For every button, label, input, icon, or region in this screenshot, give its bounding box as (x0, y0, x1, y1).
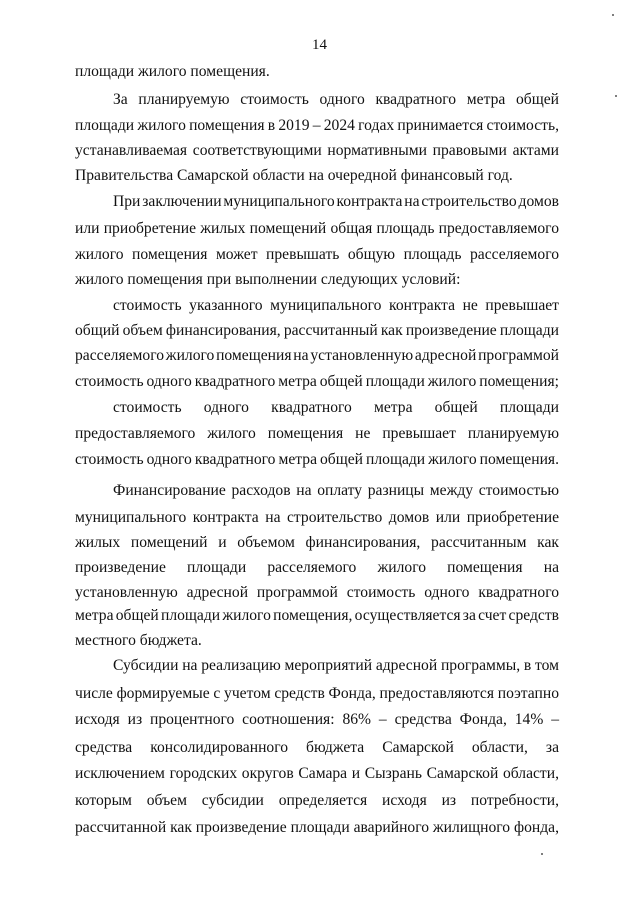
text-line: площади жилого помещения. (75, 63, 270, 80)
text-line: За планируемую стоимость одного квадратного метра общей (113, 91, 559, 108)
page-number: 14 (312, 37, 327, 53)
text-line: числе формируемые с учетом средств Фонда, предоставляются поэтапно (75, 685, 559, 702)
text-line: исходя из процентного соотношения: 86% – средства Фонда, 14% – (75, 711, 559, 728)
text-line: общий объем финансирования, рассчитанный как произведение площади (75, 322, 559, 339)
text-line: Финансирование расходов на оплату разницы между стоимостью (113, 482, 559, 499)
text-line: предоставляемого жилого помещения не превышает планируемую (75, 425, 559, 442)
text-line: расселяемого жилого помещения на установленную адресной программой (75, 347, 559, 364)
text-line: исключением городских округов Самара и Сызрань Самарской области, (75, 765, 559, 782)
text-line: которым объем субсидии определяется исходя из потребности, (75, 792, 559, 809)
text-line: стоимость указанного муниципального контракта не превышает (113, 297, 559, 314)
text-line: произведение площади расселяемого жилого помещения на (75, 559, 559, 576)
text-line: жилых помещений и объемом финансирования, рассчитанным как (75, 534, 559, 551)
text-line: Субсидии на реализацию мероприятий адресной программы, в том (113, 657, 559, 674)
text-line: муниципального контракта на строительство домов или приобретение (75, 509, 559, 526)
scan-speck (615, 95, 617, 97)
scan-speck (541, 853, 543, 855)
text-line: устанавливаемая соответствующими нормативными правовыми актами (75, 142, 559, 159)
text-line: При заключении муниципального контракта на строительство домов (113, 193, 559, 210)
text-line: местного бюджета. (75, 632, 202, 649)
text-line: Правительства Самарской области на очередной финансовый год. (75, 167, 513, 184)
text-line: стоимость одного квадратного метра общей площади жилого помещения. (75, 451, 559, 468)
text-line: стоимость одного квадратного метра общей площади (113, 399, 559, 416)
text-line: средства консолидированного бюджета Самарской области, за (75, 739, 559, 756)
text-line: или приобретение жилых помещений общая площадь предоставляемого (75, 220, 559, 237)
text-line: стоимость одного квадратного метра общей площади жилого помещения; (75, 373, 559, 390)
text-line: метра общей площади жилого помещения, осуществляется за счет средств (75, 607, 559, 624)
text-line: площади жилого помещения в 2019 – 2024 годах принимается стоимость, (75, 117, 559, 134)
text-line: жилого помещения при выполнении следующих условий: (75, 271, 461, 288)
text-line: рассчитанной как произведение площади аварийного жилищного фонда, (75, 819, 559, 836)
text-line: установленную адресной программой стоимость одного квадратного (75, 584, 559, 601)
text-line: жилого помещения может превышать общую площадь расселяемого (75, 246, 559, 263)
scan-speck (612, 14, 614, 16)
